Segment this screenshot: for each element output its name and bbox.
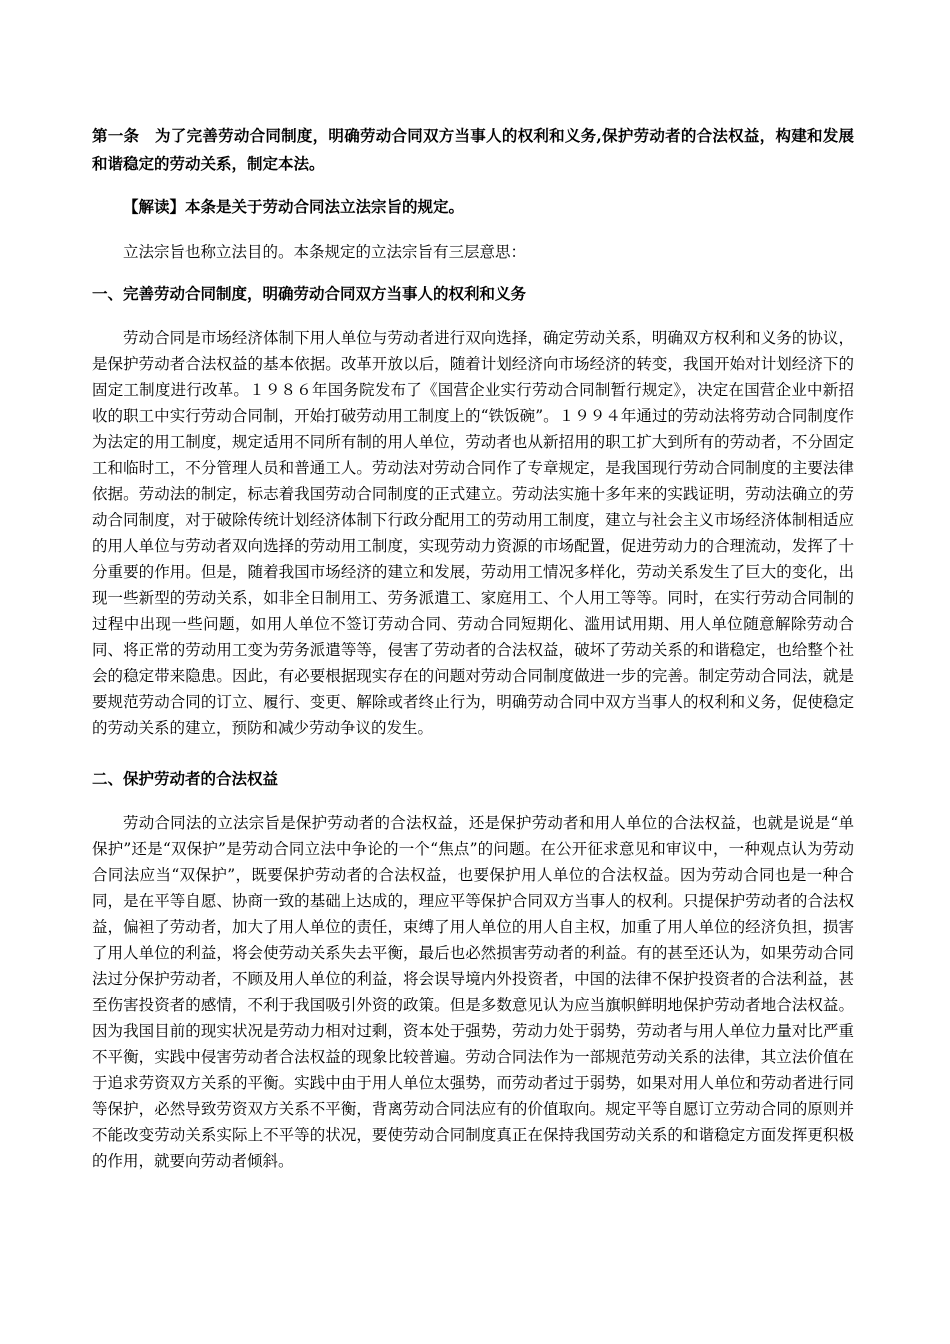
section-heading-1: 一、完善劳动合同制度，明确劳动合同双方当事人的权利和义务 bbox=[92, 284, 527, 303]
section-body-1: 劳动合同是市场经济体制下用人单位与劳动者进行双向选择，确定劳动关系，明确双方权利和义务的协议，是保护劳动者合法权益的基本依据。改革开放以后，随着计划经济向市场经济的转变，我国开始对计划经济下的固定工制度进行改革。１９８６年国务院发布了《国营企业实行劳动合同制暂行规定》，决定在国营企业中新招收的职工中实行劳动合同制，开始打破劳动用工制度上的“铁饭碗”。１９９４年通过的劳动法将劳动合同制度作为法定的用工制度，规定适用不同所有制的用人单位，劳动者也从新招用的职工扩大到所有的劳动者，不分固定工和临时工，不分管理人员和普通工人。劳动法对劳动合同作了专章规定，是我国现行劳动合同制度的主要法律依据。劳动法的制定，标志着我国劳动合同制度的正式建立。劳动法实施十多年来的实践证明，劳动法确立的劳动合同制度，对于破除传统计划经济体制下行政分配用工的劳动用工制度，建立与社会主义市场经济体制相适应的用人单位与劳动者双向选择的劳动用工制度，实现劳动力资源的市场配置，促进劳动力的合理流动，发挥了十分重要的作用。但是，随着我国市场经济的建立和发展，劳动用工情况多样化，劳动关系发生了巨大的变化，出现一些新型的劳动关系，如非全日制用工、劳务派遣工、家庭用工、个人用工等等。同时，在实行劳动合同制的过程中出现一些问题，如用人单位不签订劳动合同、劳动合同短期化、滥用试用期、用人单位随意解除劳动合同、将正常的劳动用工变为劳务派遣等等，侵害了劳动者的合法权益，破坏了劳动关系的和谐稳定，也给整个社会的稳定带来隐患。因此，有必要根据现实存在的问题对劳动合同制度做进一步的完善。制定劳动合同法，就是要规范劳动合同的订立、履行、变更、解除或者终止行为，明确劳动合同中双方当事人的权利和义务，促使稳定的劳动关系的建立，预防和减少劳动争议的发生。 bbox=[92, 329, 854, 737]
section-heading-2: 二、保护劳动者的合法权益 bbox=[92, 769, 279, 788]
document-page bbox=[92, 122, 854, 1174]
interpretation-line: 【解读】本条是关于劳动合同法立法宗旨的规定。 bbox=[123, 197, 465, 216]
section-body-2: 劳动合同法的立法宗旨是保护劳动者的合法权益，还是保护劳动者和用人单位的合法权益，也就是说是“单保护”还是“双保护”是劳动合同立法中争论的一个“焦点”的问题。在公开征求意见和审议中，一种观点认为劳动合同法应当“双保护”，既要保护劳动者的合法权益，也要保护用人单位的合法权益。因为劳动合同也是一种合同，是在平等自愿、协商一致的基础上达成的，理应平等保护合同双方当事人的权利。只提保护劳动者的合法权益，偏袒了劳动者，加大了用人单位的责任，束缚了用人单位的用人自主权，加重了用人单位的经济负担，损害了用人单位的利益，将会使劳动关系失去平衡，最后也必然损害劳动者的利益。有的甚至还认为，如果劳动合同法过分保护劳动者，不顾及用人单位的利益，将会误导境内外投资者，中国的法律不保护投资者的合法利益，甚至伤害投资者的感情，不利于我国吸引外资的政策。但是多数意见认为应当旗帜鲜明地保护劳动者地合法权益。因为我国目前的现实状况是劳动力相对过剩，资本处于强势，劳动力处于弱势，劳动者与用人单位力量对比严重不平衡，实践中侵害劳动者合法权益的现象比较普遍。劳动合同法作为一部规范劳动关系的法律，其立法价值在于追求劳资双方关系的平衡。实践中由于用人单位太强势，而劳动者过于弱势，如果对用人单位和劳动者进行同等保护，必然导致劳资双方关系不平衡，背离劳动合同法应有的价值取向。规定平等自愿订立劳动合同的原则并不能改变劳动关系实际上不平等的状况，要使劳动合同制度真正在保持我国劳动关系的和谐稳定方面发挥更积极的作用，就要向劳动者倾斜。 bbox=[92, 814, 854, 1170]
article-title: 第一条 为了完善劳动合同制度，明确劳动合同双方当事人的权利和义务,保护劳动者的合法权益，构建和发展和谐稳定的劳动关系，制定本法。 bbox=[92, 126, 854, 173]
intro-paragraph: 立法宗旨也称立法目的。本条规定的立法宗旨有三层意思： bbox=[123, 243, 527, 261]
